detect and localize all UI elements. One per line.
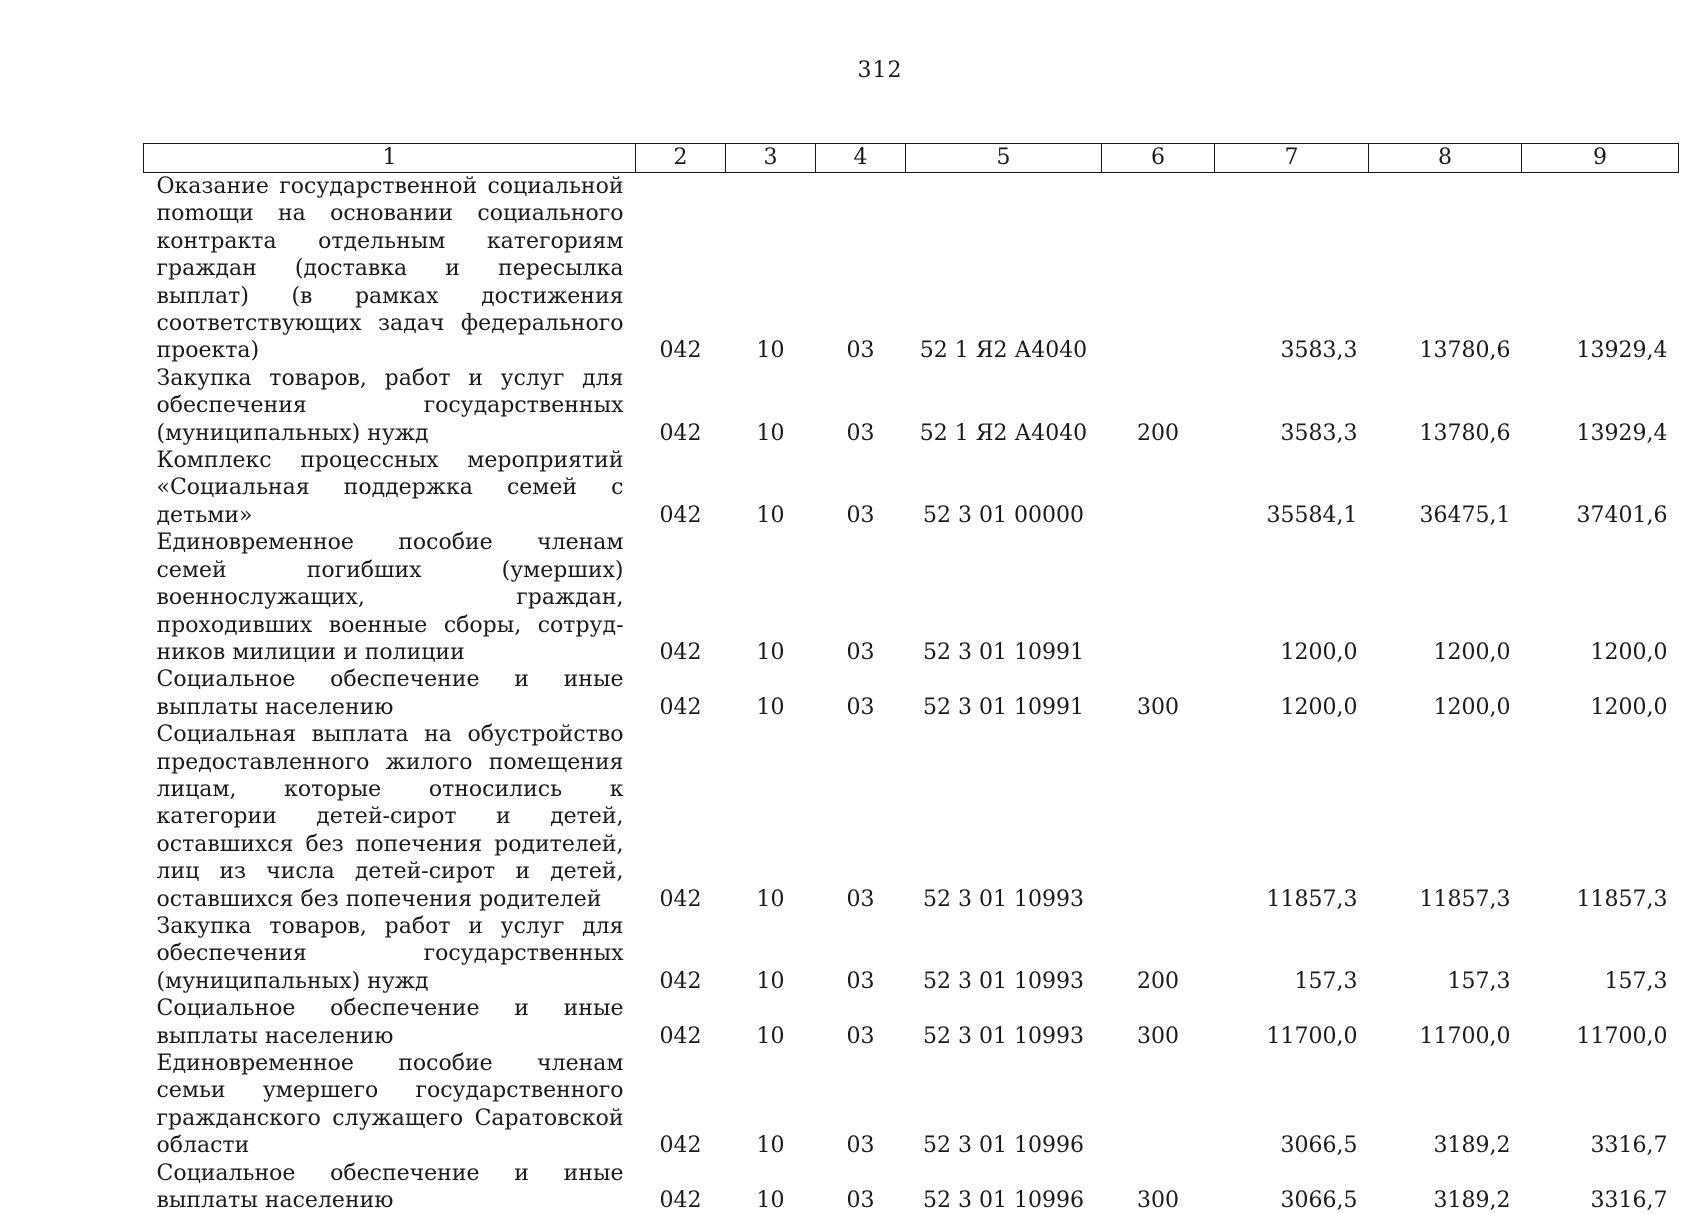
cell-col-4: 03	[816, 529, 906, 666]
cell-col-7: 11857,3	[1215, 721, 1369, 913]
cell-col-4: 03	[816, 447, 906, 529]
cell-col-7: 3066,5	[1215, 1050, 1369, 1160]
header-col-5: 5	[906, 144, 1102, 173]
cell-col-3: 10	[726, 529, 816, 666]
cell-col-4: 03	[816, 913, 906, 995]
cell-col-9: 3316,7	[1522, 1050, 1679, 1160]
cell-col-2: 042	[636, 995, 726, 1050]
cell-col-8: 3189,2	[1369, 1050, 1522, 1160]
header-col-6: 6	[1102, 144, 1215, 173]
cell-col-8: 13780,6	[1369, 365, 1522, 447]
header-col-9: 9	[1522, 144, 1679, 173]
cell-col-4: 03	[816, 995, 906, 1050]
cell-col-6: 300	[1102, 666, 1215, 721]
cell-col-4: 03	[816, 1050, 906, 1160]
header-col-2: 2	[636, 144, 726, 173]
cell-col-2: 042	[636, 365, 726, 447]
table-row	[144, 995, 1679, 1050]
cell-col-9: 13929,4	[1522, 365, 1679, 447]
cell-col-8: 13780,6	[1369, 173, 1522, 365]
table-row	[144, 1160, 1679, 1214]
cell-col-2: 042	[636, 173, 726, 365]
cell-col-6	[1102, 529, 1215, 666]
cell-col-2: 042	[636, 1050, 726, 1160]
cell-col-5: 52 1 Я2 А4040	[906, 365, 1102, 447]
cell-col-8: 36475,1	[1369, 447, 1522, 529]
row-description: Единовременное пособие членам семей погибших (умерших) военнослужащих, граждан, проходивших военные сборы, сотрудников милиции и полиции	[144, 529, 636, 666]
cell-col-9: 13929,4	[1522, 173, 1679, 365]
cell-col-8: 1200,0	[1369, 529, 1522, 666]
cell-col-2: 042	[636, 913, 726, 995]
cell-col-9: 3316,7	[1522, 1160, 1679, 1214]
cell-col-2: 042	[636, 721, 726, 913]
cell-col-6	[1102, 721, 1215, 913]
cell-col-7: 3583,3	[1215, 173, 1369, 365]
cell-col-6	[1102, 1050, 1215, 1160]
cell-col-4: 03	[816, 666, 906, 721]
budget-table	[143, 143, 1679, 1214]
cell-col-7: 3583,3	[1215, 365, 1369, 447]
page-number: 312	[0, 58, 1697, 83]
row-description: Социальная выплата на обустройство предоставленного жилого помещения лицам, которые относились к категории детей-сирот и детей, оставшихся без попечения родителей, лиц из числа детей-сирот и детей, оставшихся без попечения родителей	[144, 721, 636, 913]
cell-col-2: 042	[636, 447, 726, 529]
cell-col-7: 3066,5	[1215, 1160, 1369, 1214]
cell-col-7: 35584,1	[1215, 447, 1369, 529]
cell-col-6	[1102, 173, 1215, 365]
cell-col-5: 52 3 01 10991	[906, 529, 1102, 666]
cell-col-3: 10	[726, 447, 816, 529]
cell-col-4: 03	[816, 1160, 906, 1214]
row-description: Комплекс процессных мероприятий «Социальная поддержка семей с детьми»	[144, 447, 636, 529]
cell-col-3: 10	[726, 1160, 816, 1214]
cell-col-5: 52 3 01 10993	[906, 721, 1102, 913]
table-body	[144, 173, 1679, 1214]
cell-col-5: 52 3 01 10996	[906, 1050, 1102, 1160]
cell-col-6: 300	[1102, 995, 1215, 1050]
cell-col-6: 300	[1102, 1160, 1215, 1214]
header-col-7: 7	[1215, 144, 1369, 173]
cell-col-8: 3189,2	[1369, 1160, 1522, 1214]
cell-col-4: 03	[816, 721, 906, 913]
cell-col-9: 1200,0	[1522, 529, 1679, 666]
table-row	[144, 365, 1679, 447]
cell-col-9: 11857,3	[1522, 721, 1679, 913]
cell-col-5: 52 3 01 10993	[906, 995, 1102, 1050]
cell-col-8: 157,3	[1369, 913, 1522, 995]
cell-col-5: 52 1 Я2 А4040	[906, 173, 1102, 365]
cell-col-9: 11700,0	[1522, 995, 1679, 1050]
cell-col-2: 042	[636, 529, 726, 666]
cell-col-6	[1102, 447, 1215, 529]
table-row	[144, 447, 1679, 529]
cell-col-3: 10	[726, 721, 816, 913]
table-row	[144, 913, 1679, 995]
cell-col-3: 10	[726, 365, 816, 447]
header-col-1: 1	[144, 144, 636, 173]
row-description: Закупка товаров, работ и услуг для обеспечения государственных (муниципальных) нужд	[144, 365, 636, 447]
cell-col-3: 10	[726, 995, 816, 1050]
cell-col-2: 042	[636, 666, 726, 721]
cell-col-5: 52 3 01 10996	[906, 1160, 1102, 1214]
cell-col-3: 10	[726, 1050, 816, 1160]
header-col-4: 4	[816, 144, 906, 173]
cell-col-5: 52 3 01 10993	[906, 913, 1102, 995]
cell-col-9: 1200,0	[1522, 666, 1679, 721]
row-description: Закупка товаров, работ и услуг для обеспечения государственных (муниципальных) нужд	[144, 913, 636, 995]
table-row	[144, 173, 1679, 365]
row-description: Оказание государственной социальной поmощи на основании социального контракта отдельным категориям граждан (доставка и пересылка выплат) (в рамках достижения соответствующих задач федерального проекта)	[144, 173, 636, 365]
table-row	[144, 1050, 1679, 1160]
row-description: Единовременное пособие членам семьи умершего государственного гражданского служащего Саратовской области	[144, 1050, 636, 1160]
cell-col-8: 1200,0	[1369, 666, 1522, 721]
cell-col-4: 03	[816, 365, 906, 447]
cell-col-6: 200	[1102, 913, 1215, 995]
cell-col-7: 157,3	[1215, 913, 1369, 995]
cell-col-5: 52 3 01 10991	[906, 666, 1102, 721]
cell-col-3: 10	[726, 913, 816, 995]
header-col-8: 8	[1369, 144, 1522, 173]
cell-col-7: 11700,0	[1215, 995, 1369, 1050]
cell-col-8: 11857,3	[1369, 721, 1522, 913]
cell-col-9: 37401,6	[1522, 447, 1679, 529]
cell-col-7: 1200,0	[1215, 666, 1369, 721]
cell-col-3: 10	[726, 173, 816, 365]
table-row	[144, 529, 1679, 666]
table-row	[144, 666, 1679, 721]
table-row	[144, 721, 1679, 913]
table-header	[144, 144, 1679, 173]
cell-col-4: 03	[816, 173, 906, 365]
cell-col-7: 1200,0	[1215, 529, 1369, 666]
header-col-3: 3	[726, 144, 816, 173]
cell-col-9: 157,3	[1522, 913, 1679, 995]
cell-col-2: 042	[636, 1160, 726, 1214]
row-description: Социальное обеспечение и иные выплаты населению	[144, 995, 636, 1050]
cell-col-8: 11700,0	[1369, 995, 1522, 1050]
row-description: Социальное обеспечение и иные выплаты населению	[144, 1160, 636, 1214]
cell-col-5: 52 3 01 00000	[906, 447, 1102, 529]
header-row	[144, 144, 1679, 173]
cell-col-3: 10	[726, 666, 816, 721]
cell-col-6: 200	[1102, 365, 1215, 447]
row-description: Социальное обеспечение и иные выплаты населению	[144, 666, 636, 721]
